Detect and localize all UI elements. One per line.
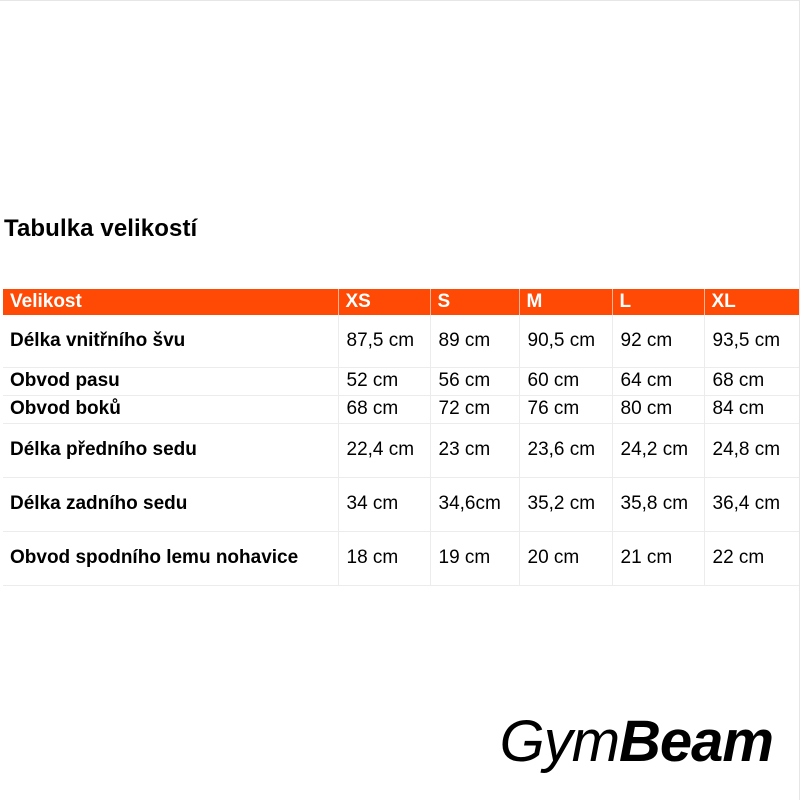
table-cell: 68 cm — [704, 367, 799, 395]
table-cell: 35,8 cm — [612, 477, 704, 531]
table-row — [3, 477, 799, 531]
table-cell: 34,6cm — [430, 477, 519, 531]
table-cell: 36,4 cm — [704, 477, 799, 531]
size-chart-table — [3, 289, 799, 586]
header-xl: XL — [704, 289, 799, 315]
table-cell: 34 cm — [338, 477, 430, 531]
header-l: L — [612, 289, 704, 315]
row-label: Délka předního sedu — [3, 423, 338, 477]
header-m: M — [519, 289, 612, 315]
table-row — [3, 395, 799, 423]
row-label: Obvod boků — [3, 395, 338, 423]
table-cell: 87,5 cm — [338, 315, 430, 367]
table-cell: 90,5 cm — [519, 315, 612, 367]
table-cell: 52 cm — [338, 367, 430, 395]
table-cell: 76 cm — [519, 395, 612, 423]
table-cell: 80 cm — [612, 395, 704, 423]
row-label: Délka vnitřního švu — [3, 315, 338, 367]
table-cell: 18 cm — [338, 531, 430, 585]
table-cell: 92 cm — [612, 315, 704, 367]
table-row — [3, 367, 799, 395]
table-cell: 64 cm — [612, 367, 704, 395]
header-size: Velikost — [3, 289, 338, 315]
row-label: Obvod spodního lemu nohavice — [3, 531, 338, 585]
table-cell: 22 cm — [704, 531, 799, 585]
table-cell: 60 cm — [519, 367, 612, 395]
header-s: S — [430, 289, 519, 315]
table-cell: 68 cm — [338, 395, 430, 423]
table-header-row — [3, 289, 799, 315]
header-xs: XS — [338, 289, 430, 315]
table-cell: 84 cm — [704, 395, 799, 423]
table-cell: 24,8 cm — [704, 423, 799, 477]
table-cell: 93,5 cm — [704, 315, 799, 367]
table-cell: 20 cm — [519, 531, 612, 585]
gymbeam-logo — [500, 707, 773, 777]
table-cell: 24,2 cm — [612, 423, 704, 477]
table-cell: 19 cm — [430, 531, 519, 585]
table-cell: 72 cm — [430, 395, 519, 423]
logo-text-gym: Gym — [499, 709, 620, 774]
row-label: Obvod pasu — [3, 367, 338, 395]
table-cell: 23 cm — [430, 423, 519, 477]
table-row — [3, 531, 799, 585]
table-cell: 21 cm — [612, 531, 704, 585]
logo-text-beam: Beam — [619, 709, 773, 774]
table-cell: 56 cm — [430, 367, 519, 395]
table-row — [3, 315, 799, 367]
page-title: Tabulka velikostí — [4, 215, 198, 242]
table-cell: 89 cm — [430, 315, 519, 367]
table-cell: 35,2 cm — [519, 477, 612, 531]
table-cell: 22,4 cm — [338, 423, 430, 477]
row-label: Délka zadního sedu — [3, 477, 338, 531]
table-cell: 23,6 cm — [519, 423, 612, 477]
table-row — [3, 423, 799, 477]
